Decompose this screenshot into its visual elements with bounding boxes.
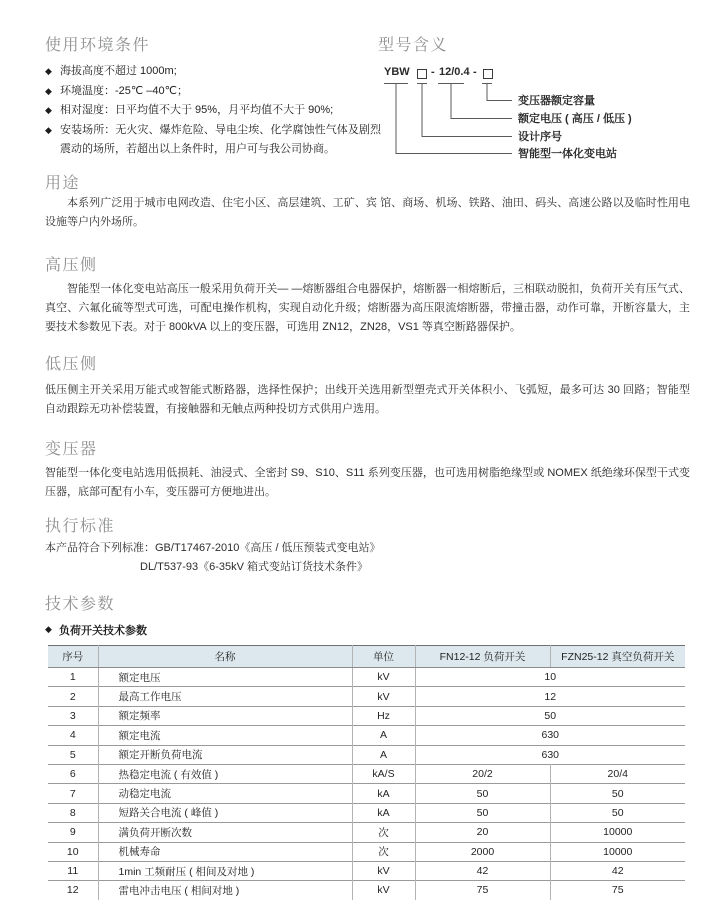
cell-value-fzn25: 50 [550,784,685,803]
cell-value-fzn25: 10000 [550,842,685,861]
cell-value-fzn25: 10000 [550,823,685,842]
section-title-lv: 低压侧 [45,356,98,373]
cell-index: 8 [48,803,98,822]
section-title-standards: 执行标准 [45,518,116,535]
model-dash: - [431,66,435,78]
cell-name: 热稳定电流 ( 有效值 ) [98,764,352,783]
table-row [48,823,685,842]
model-label-capacity: 变压器额定容量 [518,95,595,107]
header-fzn25: FZN25-12 真空负荷开关 [550,646,685,668]
cell-index: 4 [48,726,98,745]
lv-paragraph: 低压侧主开关采用万能式或智能式断路器，选择性保护；出线开关选用新型塑壳式开关体积小、飞弧短，最多可达 30 回路；智能型自动跟踪无功补偿装置，有接触器和无触点两种投切方式供用户选用。 [45,384,690,415]
connector-lines [378,82,518,166]
cell-index: 2 [48,687,98,706]
environment-list [45,62,381,159]
cell-value-merged: 10 [544,671,557,684]
diamond-bullet-icon: ◆ [45,105,52,115]
standards-block [45,539,690,577]
model-dash: - [473,66,477,78]
section-title-model: 型号含义 [378,37,449,54]
cell-name: 满负荷开断次数 [98,823,352,842]
table-row [48,861,685,880]
cell-value-fn12: 50 [415,784,550,803]
placeholder-box-icon [417,69,427,79]
cell-index: 5 [48,745,98,764]
diamond-bullet-icon: ◆ [45,66,52,76]
list-item [45,82,381,101]
model-label-substation: 智能型一体化变电站 [518,148,617,160]
cell-value-fn12: 42 [415,861,550,880]
transformer-paragraph: 智能型一体化变电站选用低损耗、油浸式、全密封 S9、S10、S11 系列变压器，也可选用树脂绝缘型或 NOMEX 纸绝缘环保型干式变压器，底部可配有小车，变压器可方便地进出。 [45,467,690,498]
table-row [48,842,685,861]
table-body [48,668,685,900]
cell-value-fn12: 20/2 [415,764,550,783]
cell-unit: kV [352,687,415,706]
cell-value-fzn25: 50 [550,803,685,822]
diamond-bullet-icon: ◆ [45,124,52,135]
cell-name: 1min 工频耐压 ( 相间及对地 ) [98,861,352,880]
hv-paragraph: 智能型一体化变电站高压一般采用负荷开关— —熔断器组合电器保护，熔断器一相熔断后，三相联动脱扣，负荷开关有压气式、真空、六氟化硫等型式可选，可配电操作机构，实现自动化升级；熔断器为高压限流熔断器，带撞击器，动作可靠，开断容量大，主要技术参数见下表。对于 800kVA 以上的变压器，可选用 ZN12，ZN28，VS1 等真空断路器保护。 [45,283,690,333]
cell-value-fzn25: 42 [550,861,685,880]
table-header-row [48,646,685,668]
cell-index: 9 [48,823,98,842]
cell-name: 额定开断负荷电流 [98,745,352,764]
cell-unit: 次 [352,823,415,842]
model-label-design-no: 设计序号 [518,131,562,143]
cell-index: 3 [48,706,98,725]
standard-line: 本产品符合下列标准：GB/T17467-2010《高压 / 低压预装式变电站》 [45,542,381,554]
list-item [45,121,381,159]
cell-index: 11 [48,861,98,880]
list-item [45,62,381,81]
list-item-text: 相对湿度：日平均值不大于 95%，月平均值不大于 90%; [60,104,334,116]
load-switch-parameters-table [48,645,685,900]
section-title-usage: 用途 [45,175,81,192]
table-subtitle [45,620,147,639]
cell-index: 6 [48,764,98,783]
cell-value-merged: 50 [415,706,685,725]
cell-unit: kV [352,861,415,880]
cell-value-fzn25: 75 [550,881,685,900]
cell-name: 短路关合电流 ( 峰值 ) [98,803,352,822]
cell-value-merged: 630 [415,726,685,745]
cell-name: 机械寿命 [98,842,352,861]
header-name: 名称 [98,646,352,668]
cell-index: 7 [48,784,98,803]
section-title-hv: 高压侧 [45,257,98,274]
section-title-tech-params: 技术参数 [45,596,116,613]
cell-unit: A [352,726,415,745]
table-row [48,764,685,783]
diamond-bullet-icon: ◆ [45,85,52,96]
model-voltage: 12/0.4 [439,66,470,78]
cell-name: 雷电冲击电压 ( 相间对地 ) [98,881,352,900]
cell-unit: A [352,745,415,764]
cell-value-fzn25: 20/4 [550,764,685,783]
cell-value-fn12: 50 [415,803,550,822]
section-title-transformer: 变压器 [45,441,98,458]
cell-name: 动稳定电流 [98,784,352,803]
cell-name: 额定电流 [98,726,352,745]
cell-value-fn12: 75 [415,881,550,900]
table-row [48,687,685,706]
header-index: 序号 [48,646,98,668]
cell-value-fn12: 2000 [415,842,550,861]
cell-unit: 次 [352,842,415,861]
header-fn12: FN12-12 负荷开关 [415,646,550,668]
cell-unit: kV [352,881,415,900]
cell-index: 1 [48,668,98,687]
model-designation-diagram [378,66,698,170]
table-subtitle-text: 负荷开关技术参数 [59,624,147,637]
table-row [48,784,685,803]
diamond-bullet-icon: ◆ [45,624,52,634]
cell-name: 额定电压 [98,668,352,687]
table-row [48,881,685,900]
table-row [48,706,685,725]
header-unit: 单位 [352,646,415,668]
cell-name: 最高工作电压 [98,687,352,706]
list-item [45,101,381,120]
model-prefix: YBW [384,66,410,78]
placeholder-box-icon [483,69,493,79]
usage-paragraph: 本系列广泛用于城市电网改造、住宅小区、高层建筑、工矿、宾 馆、商场、机场、铁路、油田、码头、高速公路以及临时性用电设施等户内外场所。 [45,197,690,228]
table-row [48,726,685,745]
standard-line: DL/T537-93《6-35kV 箱式变站订货技术条件》 [140,561,368,573]
cell-unit: kA [352,803,415,822]
list-item-text: 环境温度：-25℃ –40℃； [60,84,189,97]
section-title-environment: 使用环境条件 [45,37,151,54]
list-item-text: 安装场所：无火灾、爆炸危险、导电尘埃、化学腐蚀性气体及剧烈震动的场所，若超出以上条件时，用户可与我公司协商。 [60,123,381,155]
cell-unit: kA [352,784,415,803]
cell-value-fn12: 20 [415,823,550,842]
cell-index: 12 [48,881,98,900]
cell-index: 10 [48,842,98,861]
table-row [48,803,685,822]
cell-name: 额定频率 [98,706,352,725]
table-row [48,668,685,687]
cell-unit: Hz [352,706,415,725]
model-label-voltage: 额定电压 ( 高压 / 低压 ) [518,113,632,125]
cell-value-merged: 630 [415,745,685,764]
list-item-text: 海拔高度不超过 1000m; [60,65,177,77]
table-row [48,745,685,764]
cell-unit: kV [352,668,415,687]
cell-unit: kA/S [352,764,415,783]
cell-value-merged: 12 [415,687,685,706]
